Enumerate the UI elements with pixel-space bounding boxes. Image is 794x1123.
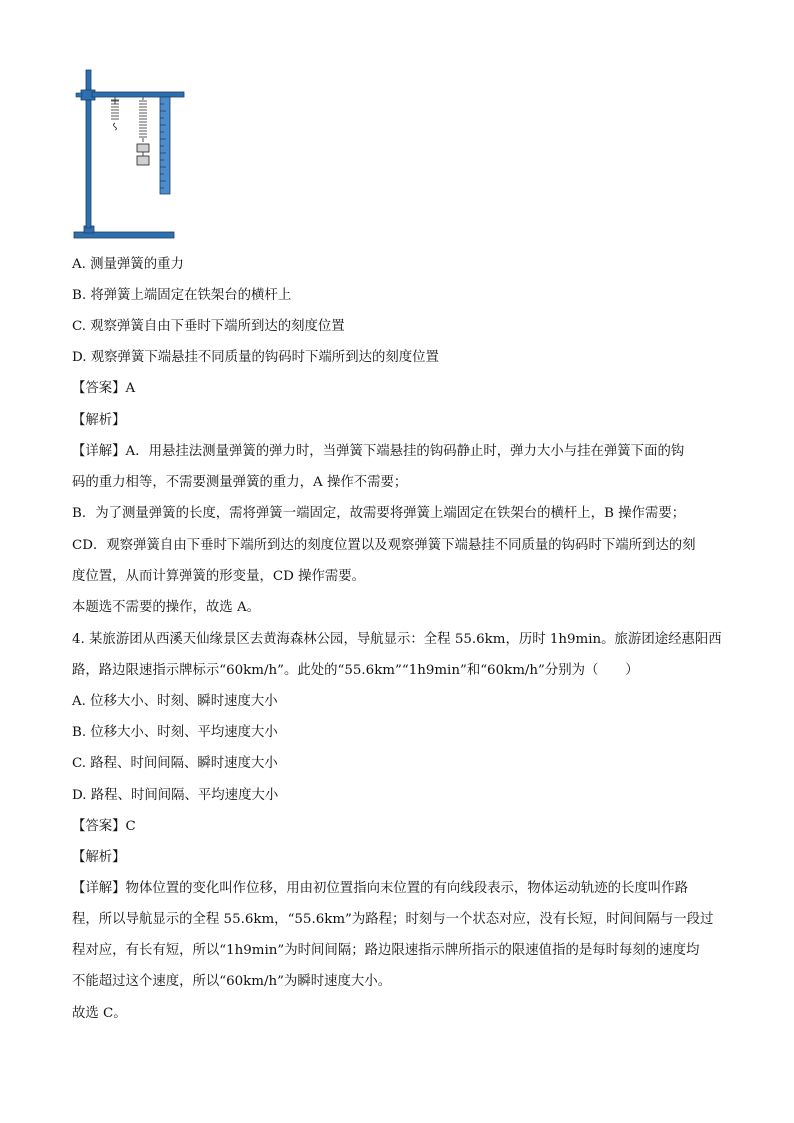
hook-weights [137,144,149,165]
q4-option-a: A. 位移大小、时刻、瞬时速度大小 [72,694,278,709]
q3-detail-line-3: B．为了测量弹簧的长度，需将弹簧一端固定，故需要将弹簧上端固定在铁架台的横杆上，B 操作需要； [72,506,686,521]
iron-stand-spring-figure [72,66,192,244]
q3-option-a: A. 测量弹簧的重力 [72,257,184,272]
q3-detail-line-1: 【详解】A．用悬挂法测量弹簧的弹力时，当弹簧下端悬挂的钩码静止时，弹力大小与挂在弹簧下面的钩 [72,444,685,459]
q4-detail-line-3: 程对应，有长有短，所以“1h9min”为时间间隔；路边限速指示牌所指示的限速值指的是每时每刻的速度均 [72,943,700,958]
q4-option-c: C. 路程、时间间隔、瞬时速度大小 [72,756,278,771]
ruler [160,97,170,194]
q3-option-d: D. 观察弹簧下端悬挂不同质量的钩码时下端所到达的刻度位置 [72,350,439,365]
q3-conclusion: 本题选不需要的操作，故选 A。 [72,600,261,615]
q3-detail-line-5: 度位置，从而计算弹簧的形变量，CD 操作需要。 [72,569,366,584]
q4-stem-line-2: 路，路边限速指示牌标示“60km/h”。此处的“55.6km”“1h9min”和“60km/h”分别为（ ） [72,663,639,678]
q4-detail-line-2: 程，所以导航显示的全程 55.6km，“55.6km”为路程；时刻与一个状态对应，没有长短，时间间隔与一段过 [72,912,714,927]
q4-detail-line-1: 【详解】物体位置的变化叫作位移，用由初位置指向末位置的有向线段表示，物体运动轨迹的长度叫作路 [72,881,688,896]
q4-answer: 【答案】C [72,819,136,834]
q4-option-b: B. 位移大小、时刻、平均速度大小 [72,725,278,740]
spring-loaded [139,97,147,142]
stand-crossbar [92,92,184,97]
q3-analysis-label: 【解析】 [72,413,126,428]
q3-detail-line-4: CD．观察弹簧自由下垂时下端所到达的刻度位置以及观察弹簧下端悬挂不同质量的钩码时下端所到达的刻 [72,538,696,553]
q4-stem-line-1: 4. 某旅游团从西溪天仙缘景区去黄海森林公园，导航显示：全程 55.6km，历时 1h9min。旅游团途经惠阳西 [72,632,722,647]
q4-detail-line-4: 不能超过这个速度，所以“60km/h”为瞬时速度大小。 [72,974,392,989]
q4-option-d: D. 路程、时间间隔、平均速度大小 [72,788,279,803]
q3-option-c: C. 观察弹簧自由下垂时下端所到达的刻度位置 [72,319,345,334]
q4-conclusion: 故选 C。 [72,1006,127,1021]
q3-option-b: B. 将弹簧上端固定在铁架台的横杆上 [72,288,292,303]
q4-analysis-label: 【解析】 [72,850,126,865]
q3-answer: 【答案】A [72,381,136,396]
q3-detail-line-2: 码的重力相等，不需要测量弹簧的重力，A 操作不需要； [72,475,408,490]
spring-free [111,97,119,130]
